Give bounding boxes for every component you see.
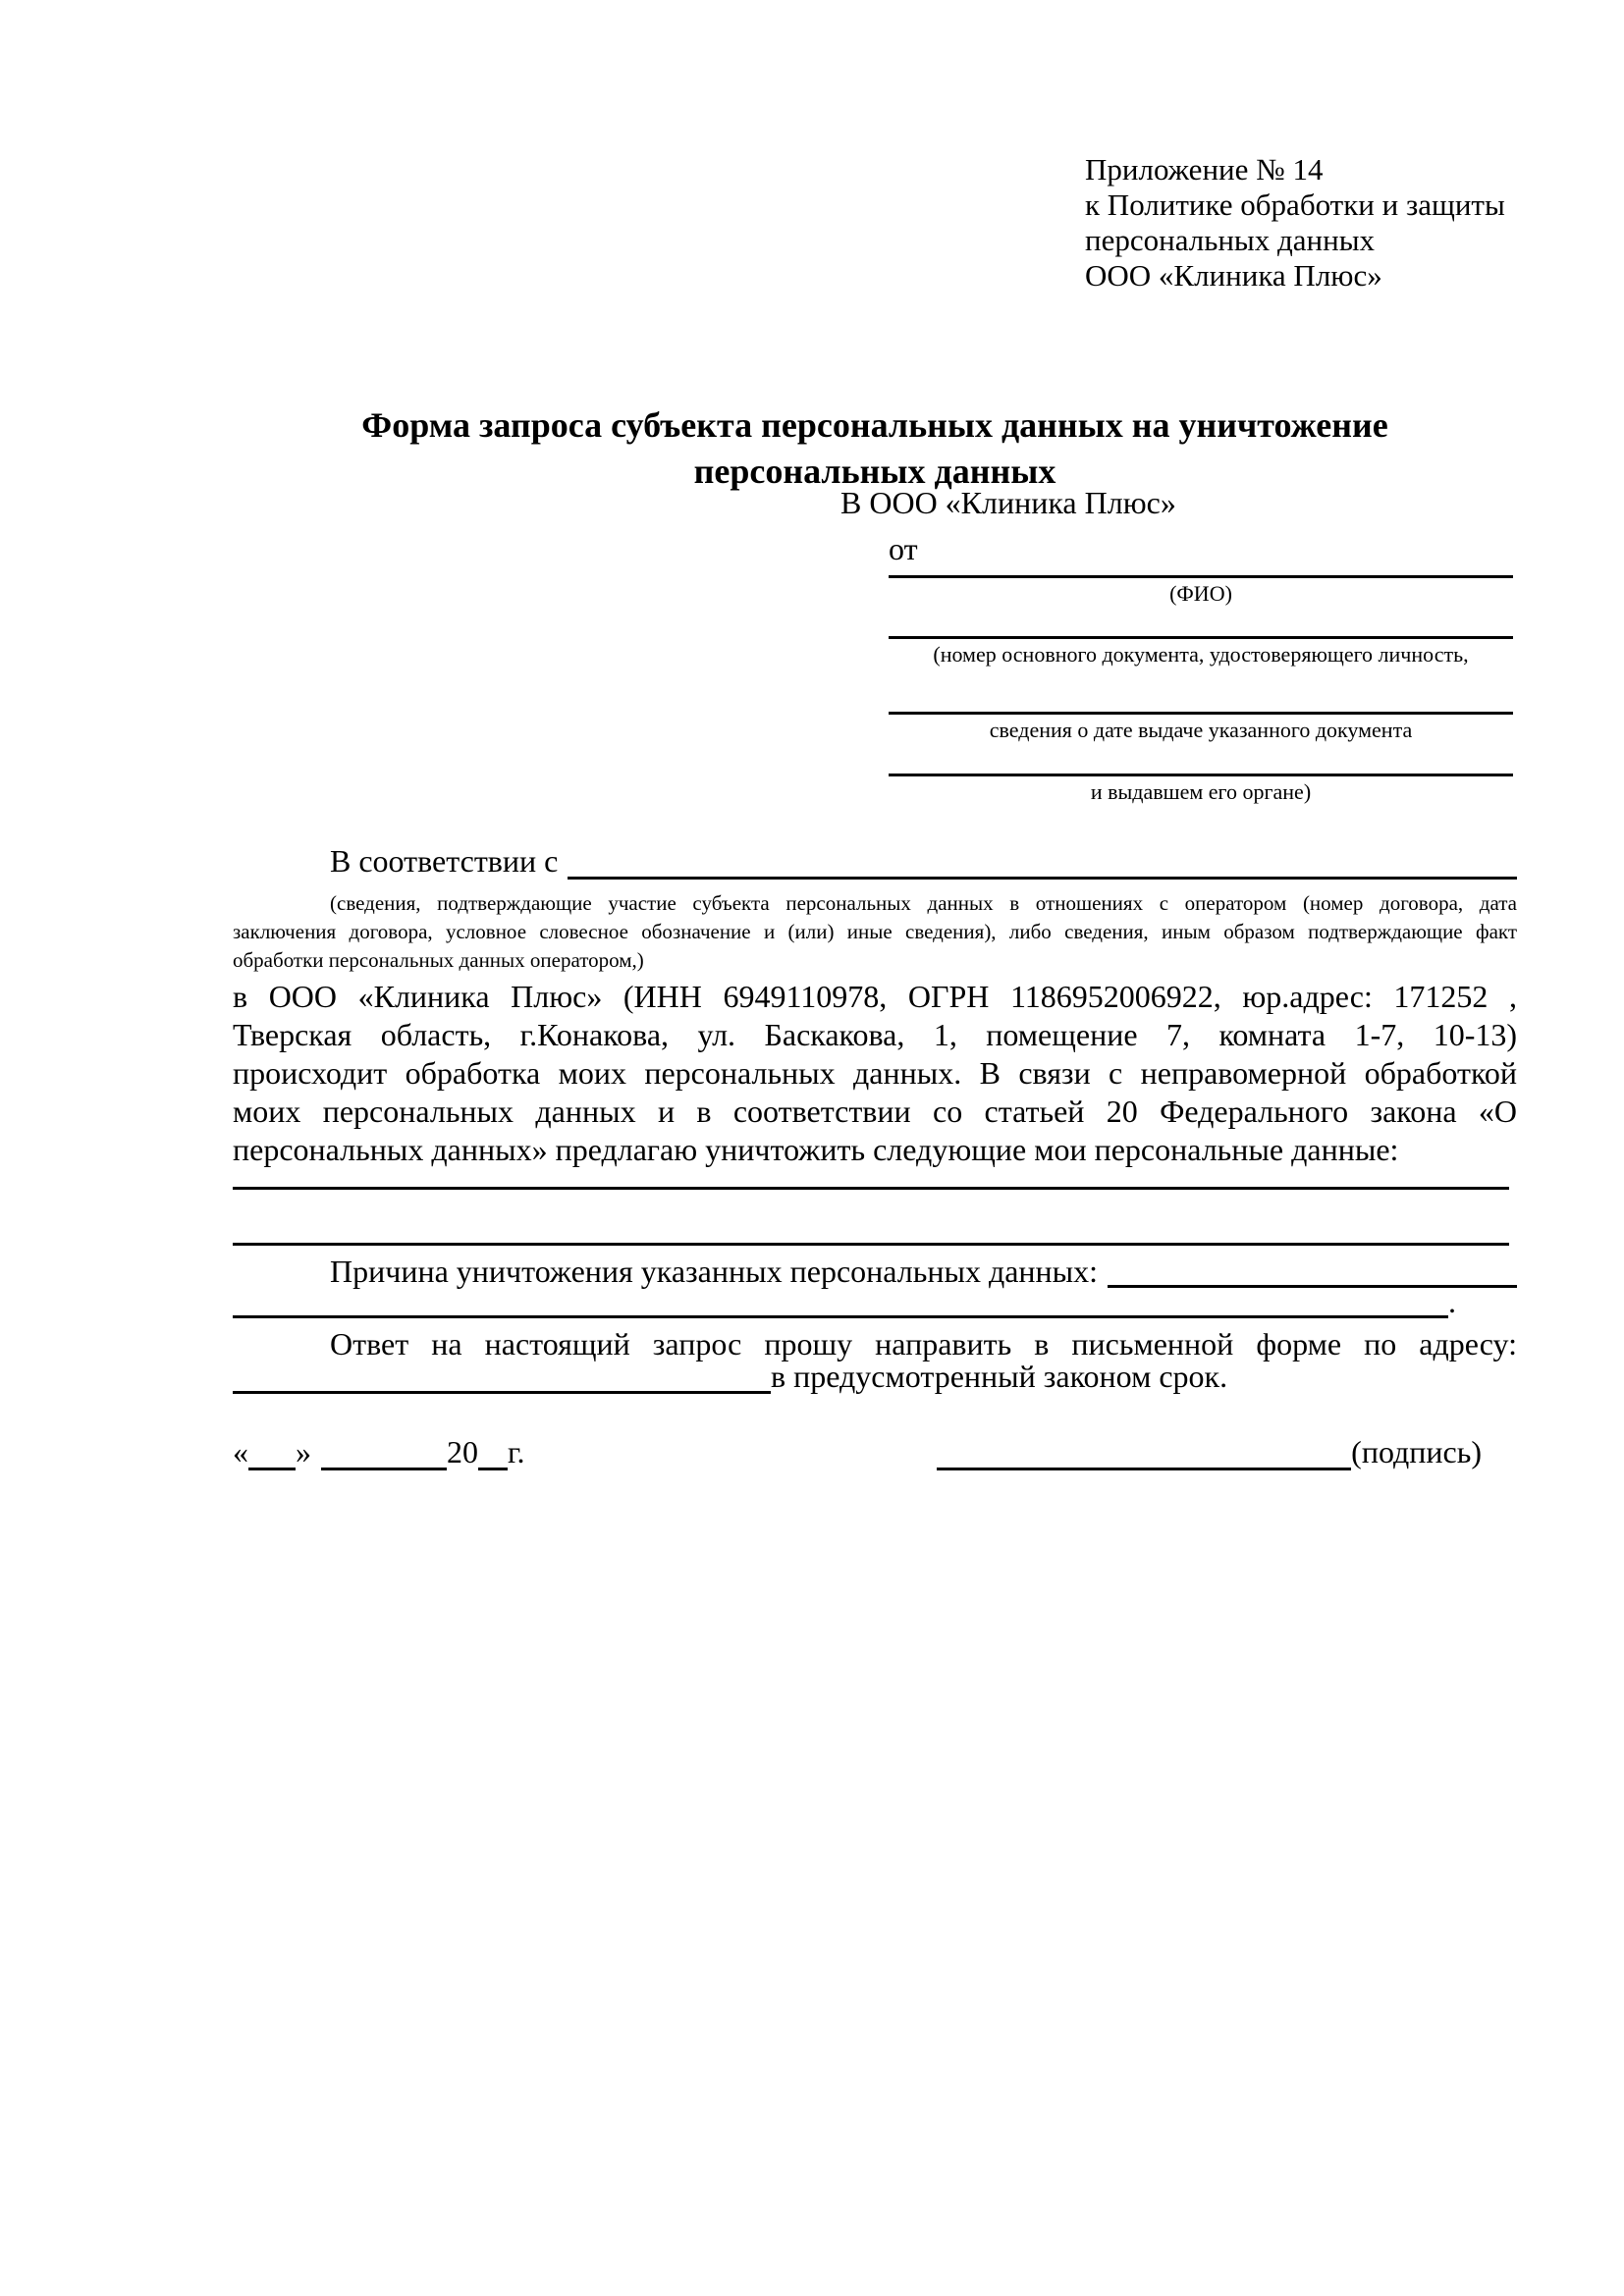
year-prefix: 20	[447, 1434, 478, 1469]
paragraph-line: моих персональных данных и в соответствии со статьей 20 Федерального закона «О	[233, 1094, 1517, 1129]
issue-date-field	[889, 712, 1513, 743]
reason-continuation-line	[233, 1286, 1517, 1318]
accordance-note	[233, 889, 1517, 975]
id-document-field	[889, 636, 1513, 667]
issuing-authority-blank-line	[889, 774, 1513, 776]
accordance-note-line: (сведения, подтверждающие участие субъекта персональных данных в отношениях с оператором (номер договора, дата	[330, 891, 1517, 915]
day-blank	[248, 1433, 296, 1470]
reason-blank-line-2	[233, 1286, 1448, 1318]
document-title	[233, 402, 1517, 495]
issuing-authority-caption: и выдавшем его органе)	[1090, 779, 1312, 804]
signature-caption: (подпись)	[1351, 1434, 1482, 1469]
fio-blank-line	[889, 575, 1513, 578]
issue-date-caption: сведения о дате выдаче указанного документа	[989, 718, 1413, 742]
main-paragraph	[233, 978, 1517, 1169]
fio-caption: (ФИО)	[1169, 581, 1232, 606]
id-document-blank-line	[889, 636, 1513, 639]
reply-sentence: Ответ на настоящий запрос прошу направить в письменной форме по адресу:	[330, 1326, 1517, 1362]
issuing-authority-field	[889, 774, 1513, 805]
reply-tail-line	[233, 1359, 1517, 1394]
date-signature-row	[233, 1433, 1517, 1470]
addressee-org-line: В ООО «Клиника Плюс»	[840, 485, 1176, 520]
paragraph-line: персональных данных» предлагаю уничтожить следующие мои персональные данные:	[233, 1132, 1399, 1167]
paragraph-line: происходит обработка моих персональных данных. В связи с неправомерной обработкой	[233, 1055, 1517, 1091]
year-blank	[478, 1433, 508, 1470]
id-document-caption: (номер основного документа, удостоверяющего личность,	[933, 642, 1469, 667]
date-close-quote: »	[296, 1434, 311, 1469]
appendix-header	[1085, 152, 1546, 294]
from-label: от	[889, 531, 918, 566]
month-blank	[321, 1433, 447, 1470]
appendix-header-line: к Политике обработки и защиты	[1085, 187, 1505, 222]
appendix-header-line: ООО «Клиника Плюс»	[1085, 258, 1382, 293]
reason-line	[233, 1255, 1517, 1288]
issue-date-blank-line	[889, 712, 1513, 715]
reply-tail-text: в предусмотренный законом срок.	[771, 1359, 1228, 1394]
sentence-period: .	[1448, 1284, 1456, 1319]
address-blank-line	[233, 1359, 771, 1394]
paragraph-line: Тверская область, г.Конакова, ул. Баскакова, 1, помещение 7, комната 1-7, 10-13)	[233, 1017, 1517, 1052]
fio-field	[889, 575, 1513, 607]
reason-label: Причина уничтожения указанных персональных данных:	[330, 1254, 1099, 1289]
signature-blank	[937, 1433, 1351, 1470]
date-line	[233, 1433, 525, 1470]
data-blank-line	[233, 1187, 1509, 1190]
accordance-note-line: заключения договора, условное словесное обозначение и (или) иные сведения), либо сведения, иным образом подтверждающие факт	[233, 920, 1517, 943]
reason-blank-line	[1108, 1255, 1517, 1288]
data-blank-line	[233, 1243, 1509, 1246]
accordance-note-line: обработки персональных данных оператором,)	[233, 948, 644, 972]
document-title-line: Форма запроса субъекта персональных данных на уничтожение	[361, 405, 1388, 445]
document-title-line: персональных данных	[693, 452, 1056, 491]
accordance-blank-line	[568, 842, 1517, 880]
year-suffix: г.	[508, 1434, 525, 1469]
appendix-header-line: Приложение № 14	[1085, 152, 1324, 187]
paragraph-line: в ООО «Клиника Плюс» (ИНН 6949110978, ОГРН 1186952006922, юр.адрес: 171252 ,	[233, 979, 1517, 1014]
date-open-quote: «	[233, 1434, 248, 1469]
signature-line	[937, 1433, 1482, 1470]
appendix-header-line: персональных данных	[1085, 223, 1376, 257]
accordance-label: В соответствии с	[330, 843, 559, 879]
accordance-line	[233, 842, 1517, 880]
